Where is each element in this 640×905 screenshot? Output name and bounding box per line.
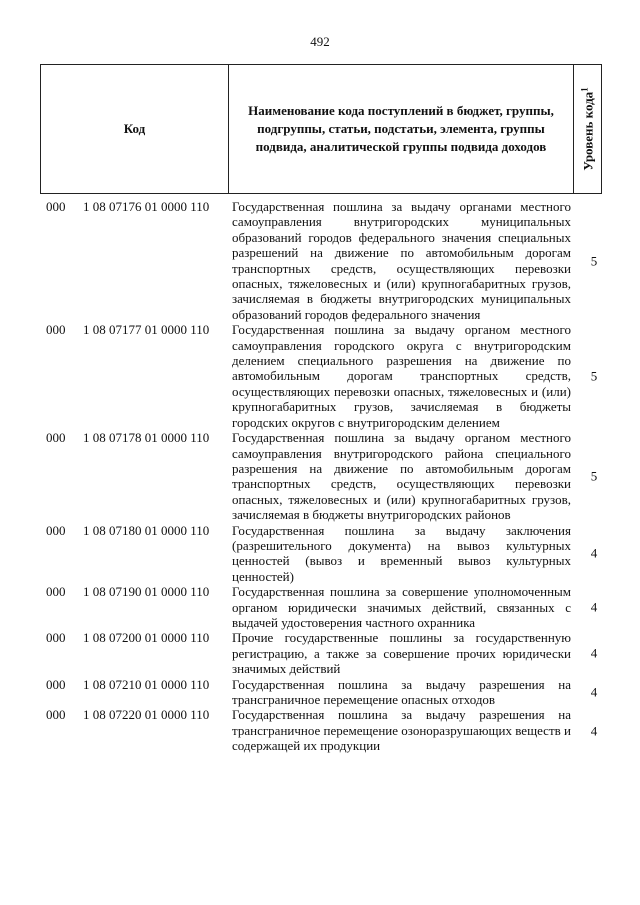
table-row: [0, 430, 640, 522]
row-prefix: 000: [46, 584, 66, 600]
row-code: 1 08 07220 01 0000 110: [83, 707, 210, 723]
row-level: 4: [590, 684, 598, 700]
table-row: [0, 677, 640, 708]
table-row: [0, 322, 640, 430]
row-name: Государственная пошлина за выдачу разрешения на трансграничное перемещение опасных отходов: [232, 676, 571, 707]
row-prefix: 000: [46, 707, 66, 723]
row-prefix: 000: [46, 199, 66, 214]
row-level: 5: [590, 368, 598, 384]
row-name: Государственная пошлина за выдачу органом местного самоуправления городского округа с внутригородским делением специального разрешения на движение по автомобильным дорогам транспортных средств, осуществляющих перевозки опасных, тяжеловесных и (или) крупногабаритных грузов, зачисляемая в бюджеты городских округов с внутригородским делением: [232, 322, 571, 430]
row-name: Государственная пошлина за выдачу органами местного самоуправления внутригородских муниципальных образований городов федерального значения специальных разрешений на движение по автомобильным дорогам транспортных средств, осуществляющих перевозки опасных, тяжеловесных и (или) крупногабаритных грузов, зачисляемая в бюджеты внутригородских муниципальных образований городов федерального значения: [232, 199, 571, 322]
row-code: 1 08 07210 01 0000 110: [83, 676, 210, 692]
table-row: [0, 630, 640, 676]
row-prefix: 000: [46, 676, 66, 692]
header-level-footnote: 1: [578, 87, 589, 92]
row-code: 1 08 07178 01 0000 110: [83, 430, 210, 446]
table-row: [0, 523, 640, 585]
row-code: 1 08 07177 01 0000 110: [83, 322, 210, 338]
row-prefix: 000: [46, 630, 66, 646]
row-name: Государственная пошлина за выдачу разрешения на трансграничное перемещение озоноразрушающих веществ и содержащей их продукции: [232, 707, 571, 754]
table-header: [40, 64, 602, 194]
table-row: [0, 199, 640, 322]
row-level: 5: [590, 468, 598, 484]
header-level-cell: [574, 65, 601, 193]
header-level-label: Уровень кода: [580, 91, 596, 171]
row-name: Государственная пошлина за выдачу заключения (разрешительного документа) на вывоз культурных ценностей (вывоз и временный вывоз культурных ценностей): [232, 522, 571, 584]
row-level: 4: [590, 545, 598, 561]
header-code: Код: [41, 65, 229, 193]
page-number: 492: [310, 34, 330, 49]
table-row: [0, 584, 640, 630]
row-code: 1 08 07200 01 0000 110: [83, 630, 210, 646]
row-name: Государственная пошлина за совершение уполномоченным органом юридически значимых действий, связанных с выдачей удостоверения частного охранника: [232, 584, 571, 630]
row-name: Государственная пошлина за выдачу органом местного самоуправления внутригородского района специального разрешения на движение по автомобильным дорогам транспортных средств, осуществляющих перевозки опасных, тяжеловесных и (или) крупногабаритных грузов, зачисляемая в бюджеты внутригородских районов: [232, 430, 571, 523]
row-level: 4: [590, 645, 598, 661]
header-level: [579, 87, 596, 170]
row-prefix: 000: [46, 522, 66, 538]
row-code: 1 08 07180 01 0000 110: [83, 522, 210, 538]
row-code: 1 08 07176 01 0000 110: [83, 199, 210, 214]
row-level: 4: [590, 599, 598, 615]
row-level: 4: [590, 722, 598, 738]
row-prefix: 000: [46, 430, 66, 446]
table-row: [0, 707, 640, 753]
table-body: [0, 199, 640, 754]
row-name: Прочие государственные пошлины за государственную регистрацию, а также за совершение прочих юридически значимых действий: [232, 630, 571, 677]
row-code: 1 08 07190 01 0000 110: [83, 584, 210, 600]
row-prefix: 000: [46, 322, 66, 338]
header-name: Наименование кода поступлений в бюджет, группы, подгруппы, статьи, подстатьи, элемента, группы подвида, аналитической группы подвида доходов: [229, 65, 574, 193]
row-level: 5: [590, 252, 598, 268]
